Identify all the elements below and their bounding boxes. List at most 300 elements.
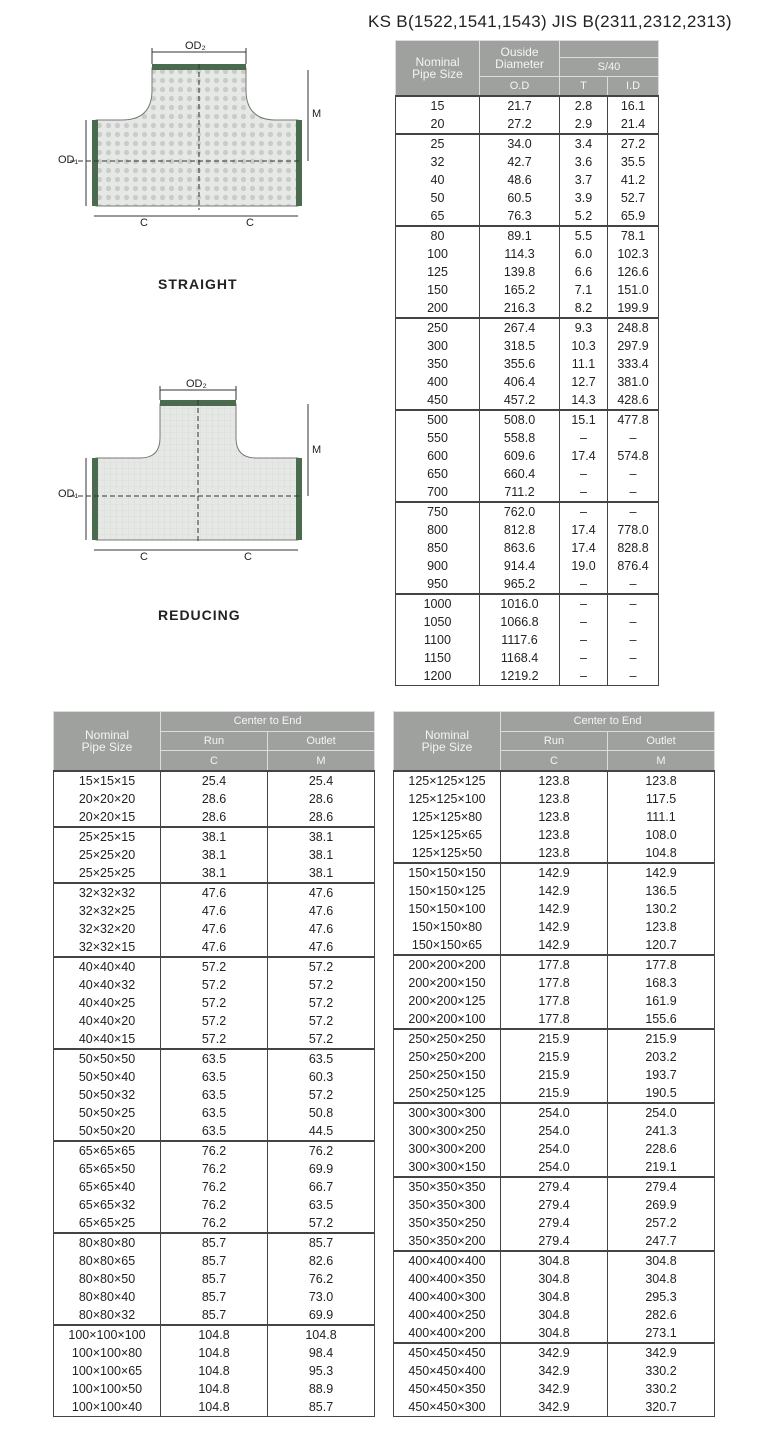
nominal-size-cell: 50×50×32 [54,1086,161,1104]
t-cell: 7.1 [560,281,608,299]
table-row [396,263,659,281]
outlet-m-cell: 44.5 [268,1122,375,1141]
row-group [396,134,659,226]
run-c-cell: 28.6 [161,808,268,827]
run-c-cell: 104.8 [161,1362,268,1380]
nominal-size-cell: 400×400×400 [394,1251,501,1270]
nominal-size-cell: 20 [396,115,480,134]
table-row [54,1214,375,1233]
run-c-cell: 63.5 [161,1104,268,1122]
nominal-size-cell: 700 [396,483,480,502]
table-row [54,1270,375,1288]
m-label: M [312,108,322,120]
nominal-size-cell: 200×200×100 [394,1010,501,1029]
nominal-size-cell: 900 [396,557,480,575]
table-row [54,1030,375,1049]
run-c-cell: 63.5 [161,1068,268,1086]
m-header: M [608,751,715,771]
t-cell: 2.8 [560,96,608,115]
nominal-size-cell: 400×400×200 [394,1324,501,1343]
table-row [396,153,659,171]
nominal-size-cell: 50×50×50 [54,1049,161,1068]
table-row [394,1232,715,1251]
t-cell: 11.1 [560,355,608,373]
run-c-cell: 85.7 [161,1233,268,1252]
run-c-cell: 47.6 [161,938,268,957]
row-group [54,1233,375,1325]
outlet-m-cell: 95.3 [268,1362,375,1380]
outlet-m-cell: 76.2 [268,1270,375,1288]
nominal-size-cell: 150×150×80 [394,918,501,936]
run-c-cell: 215.9 [501,1066,608,1084]
run-c-cell: 57.2 [161,957,268,976]
outlet-m-cell: 295.3 [608,1288,715,1306]
table-row [396,281,659,299]
table-row [54,1233,375,1252]
run-c-cell: 304.8 [501,1306,608,1324]
t-cell: – [560,667,608,686]
od1-label: OD₁ [58,154,79,166]
outlet-m-cell: 57.2 [268,1214,375,1233]
table-row [396,465,659,483]
od-cell: 1016.0 [480,594,560,613]
row-group [54,1325,375,1417]
nominal-size-cell: 1150 [396,649,480,667]
nominal-size-cell: 80×80×80 [54,1233,161,1252]
id-cell: – [608,502,659,521]
t-cell: 5.5 [560,226,608,245]
table-row [394,1196,715,1214]
run-c-cell: 254.0 [501,1103,608,1122]
t-cell: – [560,613,608,631]
table-row [54,938,375,957]
id-cell: 248.8 [608,318,659,337]
table-row [394,826,715,844]
row-group [394,1251,715,1343]
table-row [396,391,659,410]
t-cell: 9.3 [560,318,608,337]
od-cell: 711.2 [480,483,560,502]
outlet-m-cell: 304.8 [608,1251,715,1270]
outlet-m-cell: 120.7 [608,936,715,955]
outlet-m-cell: 269.9 [608,1196,715,1214]
outlet-m-cell: 168.3 [608,974,715,992]
run-c-cell: 104.8 [161,1398,268,1417]
od-header: O.D [480,76,560,96]
od-cell: 89.1 [480,226,560,245]
nominal-size-cell: 450×450×300 [394,1398,501,1417]
table-row [396,667,659,686]
id-cell: 428.6 [608,391,659,410]
standards-title: KS B(1522,1541,1543) JIS B(2311,2312,2313) [368,12,732,31]
table-row [396,96,659,115]
run-c-cell: 38.1 [161,827,268,846]
od-cell: 114.3 [480,245,560,263]
run-c-cell: 85.7 [161,1288,268,1306]
nominal-size-cell: 65×65×65 [54,1141,161,1160]
table-row [394,1288,715,1306]
run-c-cell: 142.9 [501,900,608,918]
nominal-size-cell: 200×200×125 [394,992,501,1010]
od-cell: 660.4 [480,465,560,483]
nominal-size-cell: 150×150×125 [394,882,501,900]
outlet-m-cell: 155.6 [608,1010,715,1029]
table-row [394,974,715,992]
outlet-m-cell: 219.1 [608,1158,715,1177]
run-c-cell: 123.8 [501,808,608,826]
nominal-size-cell: 450×450×400 [394,1362,501,1380]
center-to-end-table-right [393,711,715,1417]
nominal-size-cell: 65×65×40 [54,1178,161,1196]
nominal-size-cell: 800 [396,521,480,539]
outlet-m-cell: 50.8 [268,1104,375,1122]
t-cell: 6.0 [560,245,608,263]
run-c-cell: 123.8 [501,771,608,790]
table-row [54,1196,375,1214]
nominal-size-cell: 600 [396,447,480,465]
nominal-size-cell: 125×125×80 [394,808,501,826]
nominal-size-cell: 125×125×125 [394,771,501,790]
nominal-size-cell: 300×300×200 [394,1140,501,1158]
outlet-m-cell: 123.8 [608,771,715,790]
row-group [394,1343,715,1417]
nominal-size-cell: 40×40×32 [54,976,161,994]
nominal-size-cell: 125×125×50 [394,844,501,863]
row-group [54,957,375,1049]
outlet-m-cell: 63.5 [268,1049,375,1068]
run-c-cell: 304.8 [501,1270,608,1288]
nominal-header: Nominal Pipe Size [394,712,501,772]
nominal-size-cell: 250×250×150 [394,1066,501,1084]
table-row [394,1029,715,1048]
straight-caption: STRAIGHT [158,276,238,292]
run-c-cell: 57.2 [161,976,268,994]
id-cell: 102.3 [608,245,659,263]
run-c-cell: 63.5 [161,1086,268,1104]
table-row [396,115,659,134]
nominal-size-cell: 32×32×25 [54,902,161,920]
id-cell: 65.9 [608,207,659,226]
table-row [54,883,375,902]
od-cell: 21.7 [480,96,560,115]
table-row [396,207,659,226]
run-c-cell: 104.8 [161,1325,268,1344]
table-row [54,1104,375,1122]
table-row [396,299,659,318]
table-row [394,1158,715,1177]
run-c-cell: 254.0 [501,1122,608,1140]
od-cell: 812.8 [480,521,560,539]
outlet-m-cell: 57.2 [268,1086,375,1104]
outlet-header: Outlet [268,731,375,751]
id-cell: 876.4 [608,557,659,575]
table-row [54,957,375,976]
id-cell: – [608,575,659,594]
nominal-size-cell: 40×40×25 [54,994,161,1012]
nominal-size-cell: 80×80×40 [54,1288,161,1306]
row-group [396,410,659,502]
table-row [54,1344,375,1362]
od-cell: 27.2 [480,115,560,134]
od1-label: OD₁ [58,488,79,500]
t-cell: 8.2 [560,299,608,318]
od2-label: OD₂ [186,378,207,390]
nominal-size-cell: 125 [396,263,480,281]
nominal-size-cell: 250 [396,318,480,337]
m-label: M [312,444,322,456]
outlet-m-cell: 342.9 [608,1343,715,1362]
run-c-cell: 279.4 [501,1196,608,1214]
id-cell: 199.9 [608,299,659,318]
nominal-size-cell: 25 [396,134,480,153]
outlet-m-cell: 130.2 [608,900,715,918]
t-cell: 3.9 [560,189,608,207]
t-cell: – [560,465,608,483]
nominal-size-cell: 200 [396,299,480,318]
outlet-m-cell: 273.1 [608,1324,715,1343]
table-row [394,1398,715,1417]
outlet-m-cell: 69.9 [268,1160,375,1178]
od-cell: 165.2 [480,281,560,299]
od-cell: 42.7 [480,153,560,171]
nominal-size-cell: 32×32×15 [54,938,161,957]
t-cell: 14.3 [560,391,608,410]
row-group [396,502,659,594]
nominal-size-cell: 400×400×250 [394,1306,501,1324]
table-row [394,1066,715,1084]
t-cell: 2.9 [560,115,608,134]
run-c-cell: 142.9 [501,882,608,900]
run-c-cell: 38.1 [161,846,268,864]
nominal-size-cell: 125×125×65 [394,826,501,844]
od-cell: 267.4 [480,318,560,337]
outlet-m-cell: 85.7 [268,1398,375,1417]
table-row [396,189,659,207]
row-group [396,226,659,318]
table-row [394,790,715,808]
nominal-size-cell: 400 [396,373,480,391]
nominal-size-cell: 150×150×65 [394,936,501,955]
table-row [394,808,715,826]
nominal-size-cell: 32×32×32 [54,883,161,902]
outlet-m-cell: 28.6 [268,790,375,808]
nominal-size-cell: 32×32×20 [54,920,161,938]
outlet-m-cell: 247.7 [608,1232,715,1251]
table-row [54,808,375,827]
t-cell: 15.1 [560,410,608,429]
table-row [54,1049,375,1068]
t-cell: 3.4 [560,134,608,153]
row-group [396,96,659,134]
table-row [54,1068,375,1086]
run-c-cell: 57.2 [161,994,268,1012]
nominal-size-cell: 65×65×25 [54,1214,161,1233]
outlet-m-cell: 190.5 [608,1084,715,1103]
nominal-size-cell: 350 [396,355,480,373]
nominal-size-cell: 80 [396,226,480,245]
row-group [394,1029,715,1103]
c-label-left: C [140,551,148,563]
table-row [394,1084,715,1103]
row-group [394,771,715,863]
t-cell: – [560,649,608,667]
nominal-size-cell: 950 [396,575,480,594]
outlet-m-cell: 28.6 [268,808,375,827]
m-header: M [268,751,375,771]
row-group [54,771,375,827]
table-row [396,318,659,337]
t-cell: 17.4 [560,521,608,539]
run-c-cell: 104.8 [161,1380,268,1398]
id-cell: 778.0 [608,521,659,539]
run-c-cell: 25.4 [161,771,268,790]
nominal-size-cell: 150×150×100 [394,900,501,918]
table-row [394,771,715,790]
run-c-cell: 254.0 [501,1158,608,1177]
run-c-cell: 123.8 [501,844,608,863]
row-group [396,318,659,410]
table-row [394,1251,715,1270]
od-cell: 1219.2 [480,667,560,686]
table-row [54,994,375,1012]
nominal-header: Nominal Pipe Size [54,712,161,772]
nominal-size-cell: 300×300×150 [394,1158,501,1177]
run-c-cell: 279.4 [501,1177,608,1196]
nominal-size-cell: 250×250×125 [394,1084,501,1103]
run-c-cell: 85.7 [161,1252,268,1270]
nominal-size-cell: 350×350×300 [394,1196,501,1214]
id-cell: 16.1 [608,96,659,115]
table-row [394,992,715,1010]
run-c-cell: 123.8 [501,790,608,808]
row-group [394,1177,715,1251]
outlet-m-cell: 215.9 [608,1029,715,1048]
run-c-cell: 254.0 [501,1140,608,1158]
c-label-right: C [246,217,254,229]
nominal-size-cell: 40 [396,171,480,189]
s40-header: S/40 [560,57,659,76]
run-c-cell: 342.9 [501,1343,608,1362]
c-label-right: C [244,551,252,563]
table-row [396,649,659,667]
nominal-size-cell: 50×50×20 [54,1122,161,1141]
t-cell: – [560,429,608,447]
id-cell: – [608,429,659,447]
nominal-size-cell: 1100 [396,631,480,649]
outlet-m-cell: 228.6 [608,1140,715,1158]
id-cell: 27.2 [608,134,659,153]
run-c-cell: 38.1 [161,864,268,883]
table-row [396,502,659,521]
id-cell: – [608,483,659,502]
run-c-cell: 142.9 [501,936,608,955]
od-cell: 34.0 [480,134,560,153]
outlet-m-cell: 60.3 [268,1068,375,1086]
nominal-size-cell: 450×450×350 [394,1380,501,1398]
nominal-size-cell: 400×400×350 [394,1270,501,1288]
nominal-size-cell: 100×100×100 [54,1325,161,1344]
table-row [54,1141,375,1160]
table-row [54,1398,375,1417]
run-c-cell: 304.8 [501,1288,608,1306]
nominal-size-cell: 20×20×20 [54,790,161,808]
nominal-size-cell: 25×25×25 [54,864,161,883]
table-row [396,171,659,189]
id-cell: – [608,667,659,686]
run-c-cell: 76.2 [161,1141,268,1160]
run-c-cell: 304.8 [501,1324,608,1343]
nominal-size-cell: 65 [396,207,480,226]
table-row [54,1252,375,1270]
t-cell: – [560,594,608,613]
outlet-m-cell: 57.2 [268,976,375,994]
nominal-size-cell: 65×65×32 [54,1196,161,1214]
run-c-cell: 63.5 [161,1049,268,1068]
table-row [394,1362,715,1380]
table-row [396,594,659,613]
row-group [396,594,659,686]
nominal-size-cell: 65×65×50 [54,1160,161,1178]
outlet-m-cell: 98.4 [268,1344,375,1362]
t-cell: 10.3 [560,337,608,355]
nominal-size-cell: 15×15×15 [54,771,161,790]
run-c-cell: 47.6 [161,920,268,938]
od-cell: 609.6 [480,447,560,465]
table-row [396,557,659,575]
outlet-m-cell: 73.0 [268,1288,375,1306]
od-cell: 60.5 [480,189,560,207]
outlet-m-cell: 57.2 [268,957,375,976]
table-row [396,521,659,539]
table-row [396,631,659,649]
nominal-size-cell: 80×80×65 [54,1252,161,1270]
table-row [394,1306,715,1324]
od-cell: 1066.8 [480,613,560,631]
nominal-size-cell: 400×400×300 [394,1288,501,1306]
t-cell: 17.4 [560,539,608,557]
outlet-m-cell: 282.6 [608,1306,715,1324]
nominal-size-cell: 32 [396,153,480,171]
nominal-size-cell: 850 [396,539,480,557]
t-cell: – [560,631,608,649]
nominal-size-cell: 450×450×450 [394,1343,501,1362]
run-c-cell: 142.9 [501,863,608,882]
table-row [396,134,659,153]
table-row [54,790,375,808]
od-cell: 48.6 [480,171,560,189]
t-cell: 3.6 [560,153,608,171]
nominal-size-cell: 25×25×15 [54,827,161,846]
od-cell: 965.2 [480,575,560,594]
od-top-header: Ouside Diameter [480,41,560,77]
table-row [54,1160,375,1178]
outlet-m-cell: 76.2 [268,1141,375,1160]
table-row [394,1270,715,1288]
outlet-m-cell: 161.9 [608,992,715,1010]
nominal-size-cell: 1000 [396,594,480,613]
id-cell: 126.6 [608,263,659,281]
outlet-m-cell: 117.5 [608,790,715,808]
table-row [54,920,375,938]
nominal-size-cell: 1200 [396,667,480,686]
id-cell: 574.8 [608,447,659,465]
outlet-m-cell: 57.2 [268,1012,375,1030]
outlet-m-cell: 330.2 [608,1380,715,1398]
table-row [54,902,375,920]
table-row [394,900,715,918]
run-c-cell: 215.9 [501,1048,608,1066]
outlet-m-cell: 57.2 [268,1030,375,1049]
